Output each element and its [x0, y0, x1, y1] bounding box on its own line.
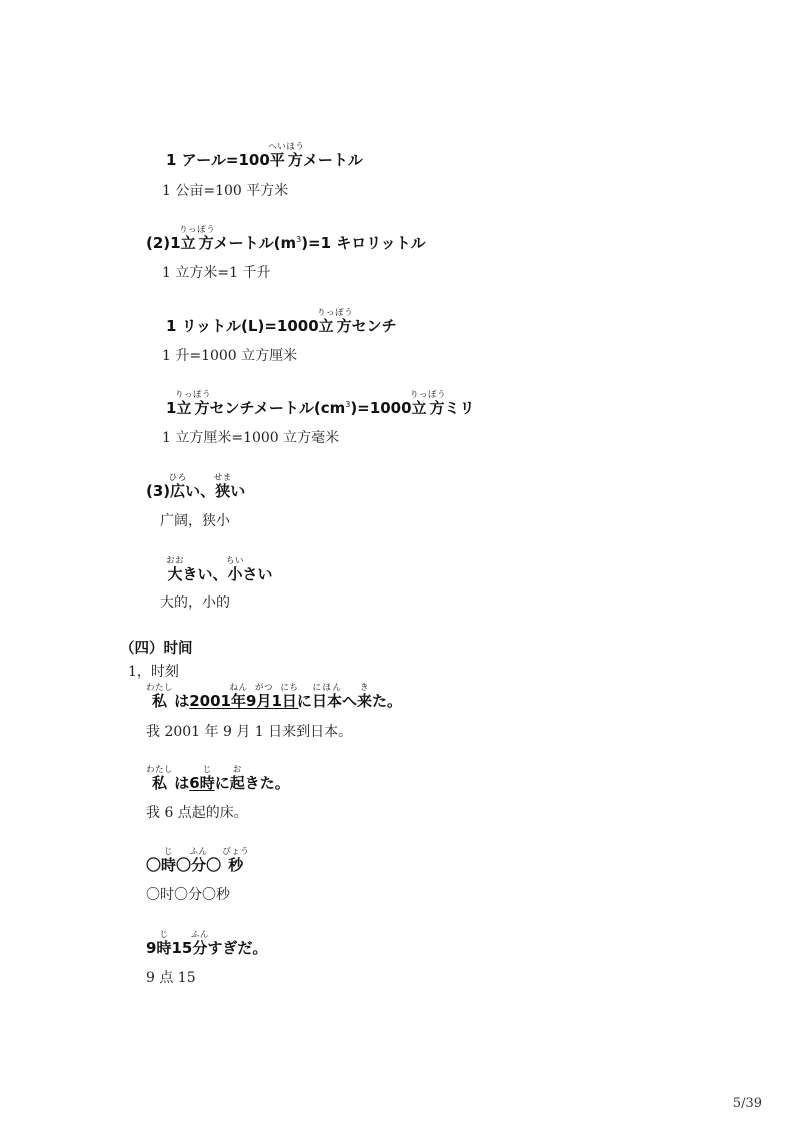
big-small-translation: 大的，小的	[160, 595, 230, 611]
ruby-watashi: 私わたし	[146, 683, 174, 710]
ruby-rippou: 立方りっぽう	[179, 225, 216, 252]
ruby-hiro: 広ひろ	[168, 473, 187, 500]
underlined-date: 2001年ねん9月がつ1日にち	[189, 683, 299, 710]
volume-cubic-meter-translation: 1 立方米=1 千升	[162, 265, 271, 281]
ruby-chii: 小ちい	[226, 556, 245, 583]
liter-translation: 1 升=1000 立方厘米	[162, 348, 298, 364]
area-are-translation: 1 公亩=100 平方米	[162, 183, 289, 199]
volume-cubic-meter-line: (2)1立方りっぽうメートル$(m^3)=1$ キロリットル	[146, 225, 426, 252]
cubic-cm-translation: 1 立方厘米=1000 立方毫米	[162, 430, 340, 446]
example-wake-translation: 我 6 点起的床。	[146, 805, 248, 821]
example-hms-line: 〇時じ〇分ふん〇 秒びょう	[146, 847, 250, 874]
ruby-o: 起お	[229, 765, 245, 792]
example-hms-translation: 〇时〇分〇秒	[146, 887, 230, 903]
ruby-rippou: 立方りっぽう	[410, 390, 447, 417]
text-segment: メートル	[302, 151, 363, 169]
page-number: 5/39	[732, 1096, 762, 1111]
ruby-byou: 秒びょう	[222, 847, 250, 874]
ruby-rippou: 立方りっぽう	[174, 390, 211, 417]
example-date-line: 私わたし は2001年ねん9月がつ1日にちに日本にほんへ来きた。	[146, 683, 402, 710]
example-past-line: 9時じ15分ふんすぎだ。	[146, 930, 268, 957]
ruby-oo: 大おお	[166, 556, 185, 583]
ruby-sema: 狭せま	[213, 473, 232, 500]
ruby-fun: 分ふん	[190, 930, 209, 957]
ruby-watashi: 私わたし	[146, 765, 174, 792]
ruby-nihon: 日本にほん	[311, 683, 342, 710]
example-wake-line: 私わたし は6時じに起おきた。	[146, 765, 290, 792]
ruby-rippou: 立方りっぽう	[317, 308, 354, 335]
big-small-line: 大おおきい、小ちいさい	[166, 556, 273, 583]
area-are-line	[166, 142, 363, 170]
subsection-clock-time: 1，时刻	[128, 664, 179, 680]
text-segment: 1 アール=100	[166, 151, 270, 169]
cubic-cm-line: 1立方りっぽうセンチメートル$(cm^3)=1000$立方りっぽうミリ	[166, 390, 475, 417]
underlined-hour: 6時じ	[189, 765, 215, 792]
section-heading-time: （四）时间	[120, 641, 193, 657]
wide-narrow-translation: 广阔，狭小	[160, 513, 230, 529]
ruby-ji: 時じ	[161, 847, 177, 874]
example-past-translation: 9 点 15	[146, 970, 196, 986]
ruby-ki: 来き	[356, 683, 372, 710]
ruby-ji: 時じ	[156, 930, 172, 957]
ruby-fun: 分ふん	[189, 847, 208, 874]
wide-narrow-line: (3)広ひろい、狭せまい	[146, 473, 246, 500]
ruby-heihou: 平方へいほう	[268, 142, 305, 169]
liter-line: 1 リットル(L)=1000立方りっぽうセンチ	[166, 308, 397, 335]
example-date-translation: 我 2001 年 9 月 1 日来到日本。	[146, 724, 353, 740]
